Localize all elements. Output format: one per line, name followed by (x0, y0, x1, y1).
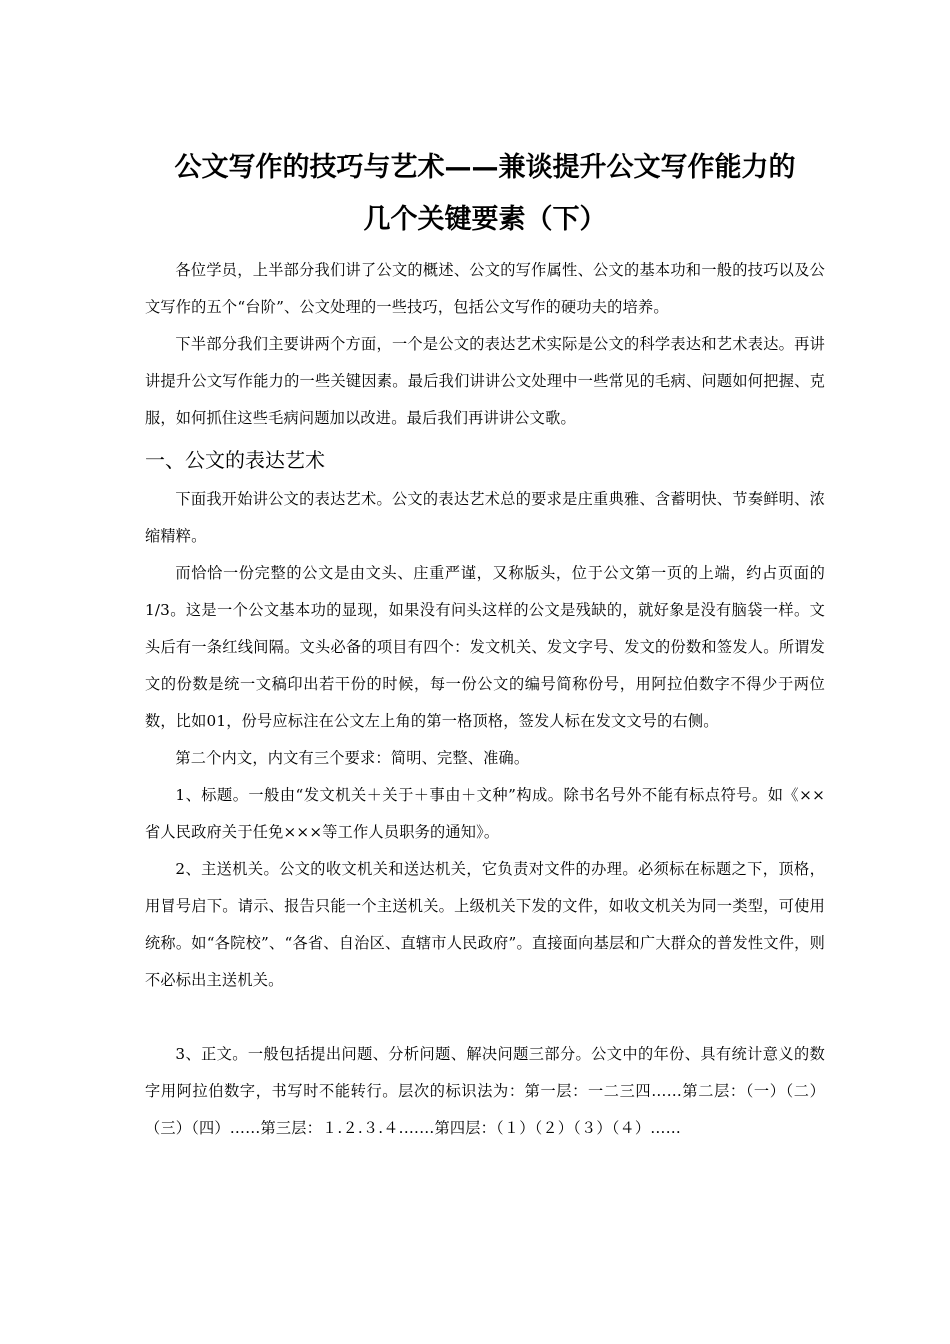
section-paragraph-6: 3、正文。一般包括提出问题、分析问题、解决问题三部分。公文中的年份、具有统计意义的数字用阿拉伯数字，书写时不能转行。层次的标识法为：第一层：一二三四……第二层：（一）（二）（三）（四）……第三层：１.２.３.４.……第四层：（１）（２）（３）（４）…… (145, 1045, 825, 1137)
section-paragraph-1: 下面我开始讲公文的表达艺术。公文的表达艺术总的要求是庄重典雅、含蓄明快、节奏鲜明、浓缩精粹。 (145, 490, 825, 545)
section-paragraph-3: 第二个内文，内文有三个要求：简明、完整、准确。 (175, 749, 530, 767)
blank-line (145, 999, 825, 1036)
section-paragraph-5: 2、主送机关。公文的收文机关和送达机关，它负责对文件的办理。必须标在标题之下，顶格，用冒号启下。请示、报告只能一个主送机关。上级机关下发的文件，如收文机关为同一类型，可使用统称。如“各院校”、“各省、自治区、直辖市人民政府”。直接面向基层和广大群众的普发性文件，则不必标出主送机关。 (145, 860, 825, 989)
document-title (135, 142, 835, 246)
title-line-1: 公文写作的技巧与艺术——兼谈提升公文写作能力的 (174, 152, 796, 183)
document-page (145, 142, 825, 1147)
section-paragraph-4: 1、标题。一般由“发文机关＋关于＋事由＋文种”构成。除书名号外不能有标点符号。如《××省人民政府关于任免×××等工作人员职务的通知》。 (145, 786, 825, 841)
intro-paragraph-1: 各位学员，上半部分我们讲了公文的概述、公文的写作属性、公文的基本功和一般的技巧以及公文写作的五个“台阶”、公文处理的一些技巧，包括公文写作的硬功夫的培养。 (145, 261, 825, 316)
intro-paragraph-2: 下半部分我们主要讲两个方面，一个是公文的表达艺术实际是公文的科学表达和艺术表达。再讲讲提升公文写作能力的一些关键因素。最后我们讲讲公文处理中一些常见的毛病、问题如何把握、克服，如何抓住这些毛病问题加以改进。最后我们再讲讲公文歌。 (145, 335, 825, 427)
section-paragraph-2: 而恰恰一份完整的公文是由文头、庄重严谨，又称版头，位于公文第一页的上端，约占页面的1/3。这是一个公文基本功的显现，如果没有问头这样的公文是残缺的，就好象是没有脑袋一样。文头后有一条红线间隔。文头必备的项目有四个：发文机关、发文字号、发文的份数和签发人。所谓发文的份数是统一文稿印出若干份的时候，每一份公文的编号简称份号，用阿拉伯数字不得少于两位数，比如01，份号应标注在公文左上角的第一格顶格，签发人标在发文文号的右侧。 (145, 564, 825, 730)
title-line-2: 几个关键要素（下） (363, 204, 607, 235)
section-heading: 一、公文的表达艺术 (145, 448, 325, 472)
